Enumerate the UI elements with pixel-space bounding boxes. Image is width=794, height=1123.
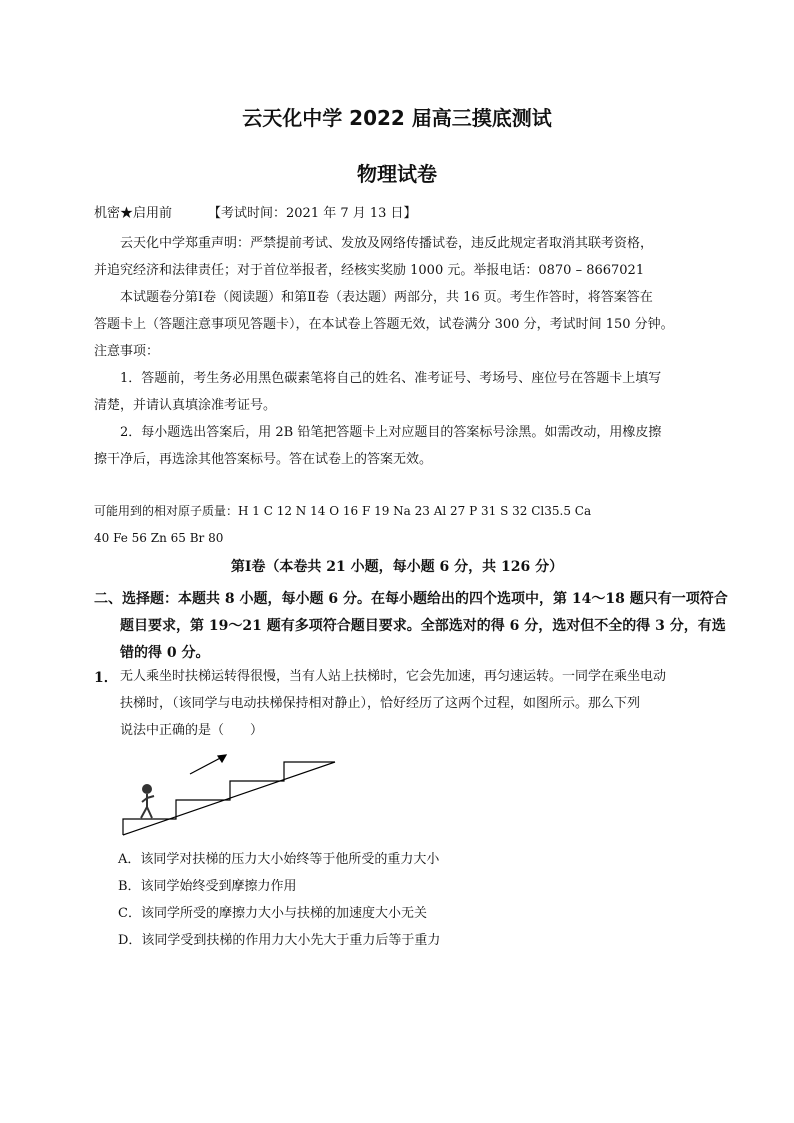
notes-heading: 注意事项：	[94, 344, 160, 359]
notes-item-1-line-2: 清楚，并请认真填涂准考证号。	[94, 398, 277, 413]
escalator-figure	[118, 752, 343, 840]
option-b: B．该同学始终受到摩擦力作用	[118, 879, 297, 894]
question-1-line-1: 无人乘坐时扶梯运转得很慢，当有人站上扶梯时，它会先加速，再匀速运转。一同学在乘坐电动	[120, 669, 667, 684]
page-title: 云天化中学 2022 届高三摸底测试	[242, 106, 552, 130]
arrow-head	[218, 755, 226, 762]
statement-line-1: 云天化中学郑重声明：严禁提前考试、发放及网络传播试卷，违反此规定者取消其联考资格，	[120, 236, 654, 251]
page-subtitle: 物理试卷	[357, 162, 437, 186]
option-d: D．该同学受到扶梯的作用力大小先大于重力后等于重力	[118, 933, 441, 948]
part-2-line-1: 二、选择题：本题共 8 小题，每小题 6 分。在每小题给出的四个选项中，第 14～18 题只有一项符合	[94, 591, 728, 607]
atomic-mass-line-1: 可能用到的相对原子质量：H 1 C 12 N 14 O 16 F 19 Na 23 Al 27 P 31 S 32 Cl35.5 Ca	[94, 504, 592, 518]
option-c: C．该同学所受的摩擦力大小与扶梯的加速度大小无关	[118, 906, 427, 921]
part-2-line-3: 错的得 0 分。	[120, 645, 210, 661]
part-2-line-2: 题目要求，第 19～21 题有多项符合题目要求。全部选对的得 6 分，选对但不全的得 3 分，有选	[120, 618, 726, 634]
statement-line-2: 并追究经济和法律责任；对于首位举报者，经核实奖励 1000 元。举报电话：0870 – 8667021	[94, 263, 645, 278]
notes-item-1-line-1: 1．答题前，考生务必用黑色碳素笔将自己的姓名、准考证号、考场号、座位号在答题卡上填写	[120, 371, 662, 386]
section-1-title: 第Ⅰ卷（本卷共 21 小题，每小题 6 分，共 126 分）	[230, 559, 564, 575]
notes-item-2-line-2: 擦干净后，再选涂其他答案标号。答在试卷上的答案无效。	[94, 452, 433, 467]
question-1-line-2: 扶梯时，（该同学与电动扶梯保持相对静止），恰好经历了这两个过程，如图所示。那么下列	[120, 696, 641, 711]
intro-line-2: 答题卡上（答题注意事项见答题卡），在本试卷上答题无效，试卷满分 300 分，考试时间 150 分钟。	[94, 317, 674, 332]
intro-line-1: 本试题卷分第Ⅰ卷（阅读题）和第Ⅱ卷（表达题）两部分，共 16 页。考生作答时，将答案答在	[120, 290, 653, 305]
question-1-number: 1．	[94, 670, 118, 686]
person-figure	[141, 784, 154, 818]
option-a: A．该同学对扶梯的压力大小始终等于他所受的重力大小	[118, 852, 440, 867]
escalator-incline	[123, 762, 335, 835]
question-1-line-3: 说法中正确的是（ ）	[120, 723, 264, 738]
atomic-mass-line-2: 40 Fe 56 Zn 65 Br 80	[94, 531, 224, 545]
exam-time: 【考试时间：2021 年 7 月 13 日】	[208, 206, 417, 221]
confidential-label: 机密★启用前	[94, 206, 173, 221]
notes-item-2-line-1: 2．每小题选出答案后，用 2B 铅笔把答题卡上对应题目的答案标号涂黑。如需改动，用橡皮擦	[120, 425, 662, 440]
